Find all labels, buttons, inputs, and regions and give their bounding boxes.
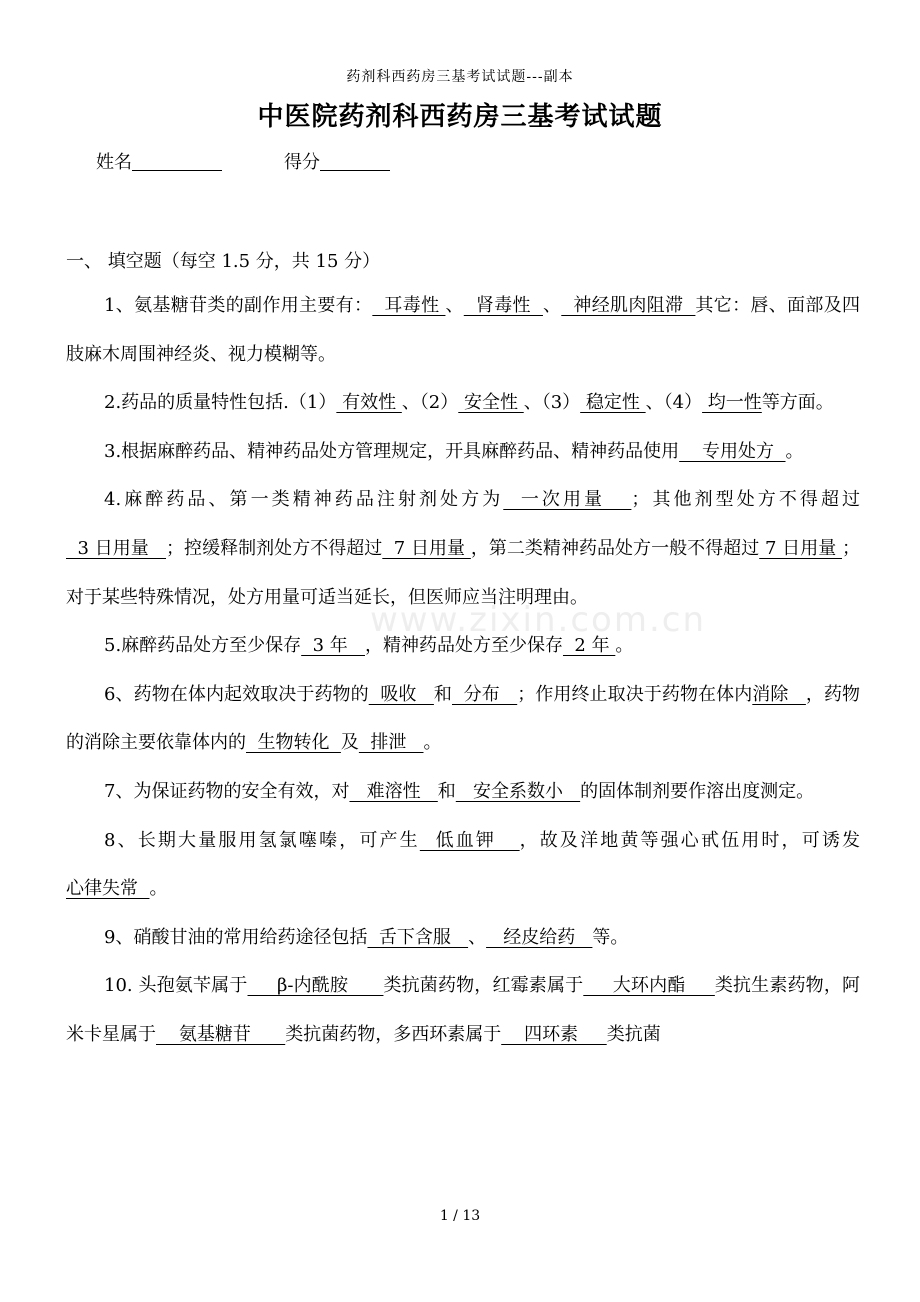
page-number: 1 / 13 — [439, 1208, 481, 1224]
question-text: 3.根据麻醉药品、精神药品处方管理规定，开具麻醉药品、精神药品使用 — [104, 440, 680, 462]
answer-blank: 3 日用量 — [66, 537, 167, 559]
question-text: 5.麻醉药品处方至少保存 — [104, 635, 302, 657]
question-text: ，故及洋地黄等强心甙伍用时，可诱发 — [519, 829, 860, 851]
question-item — [66, 768, 860, 817]
answer-blank: 有效性 — [336, 392, 402, 414]
answer-blank: 7 日用量 — [382, 537, 471, 559]
question-item — [66, 428, 860, 477]
question-text: 及 — [340, 732, 359, 754]
answer-blank: 均一性 — [702, 392, 762, 414]
question-text: ，药物的消除主要依靠体内的 — [66, 683, 861, 754]
answer-blank: 7 日用量 — [759, 537, 842, 559]
question-text: ；作用终止取决于药物在体内 — [517, 683, 753, 705]
question-text: 、 — [445, 295, 464, 316]
answer-blank: 吸收 — [368, 683, 434, 705]
question-item — [66, 379, 860, 428]
section-heading: 一、 填空题（每空 1.5 分，共 15 分） — [66, 251, 381, 272]
question-text: ；控缓释制剂处方不得超过 — [166, 537, 383, 559]
page-title: 中医院药剂科西药房三基考试试题 — [257, 102, 663, 132]
answer-blank: 氨基糖苷 — [156, 1023, 286, 1045]
name-label: 姓名 — [96, 152, 132, 173]
question-text: 10. 头孢氨苄属于 — [104, 975, 248, 997]
question-list — [66, 282, 860, 1060]
running-header: 药剂科西药房三基考试试题---副本 — [346, 69, 574, 85]
name-blank — [132, 152, 222, 171]
score-blank — [320, 152, 390, 171]
answer-blank: 经皮给药 — [486, 926, 593, 948]
question-text: 等方面。 — [761, 392, 834, 414]
answer-blank: β-内酰胺 — [247, 975, 384, 997]
question-text: ，第二类精神药品处方一般不得超过 — [470, 537, 760, 559]
answer-blank: 耳毒性 — [372, 295, 446, 316]
question-item — [66, 962, 860, 1059]
question-text: 、（4） — [645, 392, 703, 414]
question-text: 的固体制剂要作溶出度测定。 — [580, 780, 815, 802]
question-text: 、（3） — [523, 392, 581, 414]
question-text: 1、氨基糖苷类的副作用主要有： — [104, 295, 373, 316]
answer-blank: 3 年 — [301, 635, 365, 657]
question-text: 类抗生素药物，阿米卡星属于 — [66, 975, 861, 1045]
answer-blank: 安全系数小 — [455, 780, 581, 802]
question-text: ；其他剂型处方不得超过 — [631, 489, 861, 511]
answer-blank: 心律失常 — [66, 878, 150, 900]
question-item — [66, 914, 860, 963]
question-text: 。 — [785, 440, 804, 462]
answer-blank: 生物转化 — [246, 732, 341, 754]
question-text: 6、药物在体内起效取决于药物的 — [104, 683, 369, 705]
question-text: 。 — [423, 732, 442, 754]
answer-blank: 舌下含服 — [367, 926, 469, 948]
question-text: 和 — [433, 683, 452, 705]
score-label: 得分 — [284, 152, 320, 173]
question-text: 其它：唇、面部及四肢麻木周围神经炎、视力模糊等。 — [66, 295, 861, 365]
answer-blank: 神经肌肉阻滞 — [561, 295, 696, 316]
question-text: 。 — [149, 878, 168, 900]
answer-blank: 排泄 — [358, 732, 424, 754]
answer-blank: 难溶性 — [349, 780, 438, 802]
question-text: 类抗菌 — [606, 1023, 661, 1045]
answer-blank: 分布 — [452, 683, 518, 705]
answer-blank: 四环素 — [501, 1023, 607, 1045]
question-text: 2.药品的质量特性包括.（1） — [104, 392, 337, 414]
question-text: 类抗菌药物，多西环素属于 — [285, 1023, 502, 1045]
name-score-line — [96, 148, 390, 174]
question-text: 、（2） — [401, 392, 459, 414]
question-item — [66, 817, 860, 914]
question-text: 、 — [468, 926, 487, 948]
question-item — [66, 282, 860, 379]
question-text: 8、长期大量服用氢氯噻嗪，可产生 — [104, 829, 420, 851]
question-text: 等。 — [592, 926, 629, 948]
question-text: 4.麻醉药品、第一类精神药品注射剂处方为 — [104, 489, 504, 511]
question-item — [66, 671, 860, 768]
answer-blank: 稳定性 — [580, 392, 646, 414]
question-text: 7、为保证药物的安全有效，对 — [104, 780, 350, 802]
answer-blank: 2 年 — [562, 635, 616, 657]
question-text: 、 — [542, 295, 562, 316]
answer-blank: 大环内酯 — [583, 975, 715, 997]
answer-blank: 肾毒性 — [463, 295, 543, 316]
question-text: ；对于某些特殊情况，处方用量可适当延长，但医师应当注明理由。 — [66, 537, 860, 608]
answer-blank: 专用处方 — [679, 440, 786, 462]
question-text: 类抗菌药物，红霉素属于 — [383, 975, 584, 997]
question-text: 。 — [615, 635, 634, 657]
answer-blank: 安全性 — [458, 392, 524, 414]
question-text: 和 — [437, 780, 456, 802]
answer-blank: 一次用量 — [503, 489, 632, 511]
watermark: www.zixin.com.cn — [370, 600, 706, 640]
answer-blank: 低血钾 — [419, 829, 520, 851]
question-text: 9、硝酸甘油的常用给药途径包括 — [104, 926, 368, 948]
answer-blank: 消除 — [752, 683, 806, 705]
question-text: ，精神药品处方至少保存 — [364, 635, 563, 657]
